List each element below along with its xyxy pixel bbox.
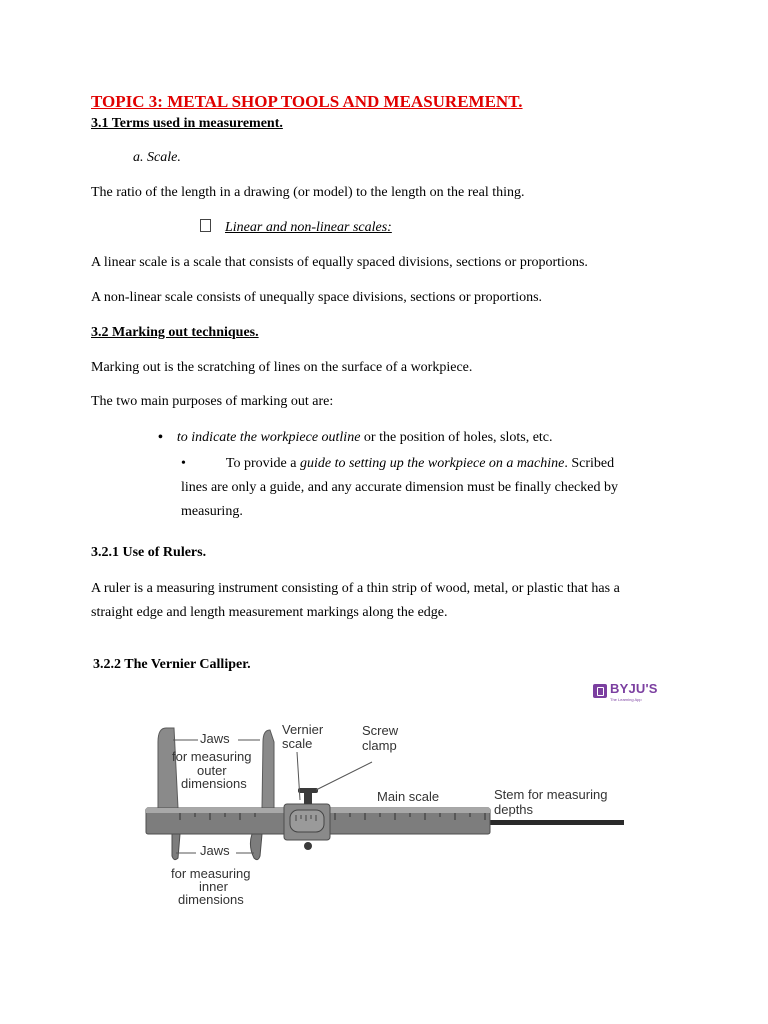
outer-jaw-sliding xyxy=(262,730,274,808)
label-jaws-outer-3: outer xyxy=(197,763,227,778)
bullet-icon: • xyxy=(158,430,163,445)
section-3-2-2-heading: 3.2.2 The Vernier Calliper. xyxy=(93,657,251,672)
purpose-2-italic: guide to setting up the workpiece on a machine xyxy=(299,456,565,471)
purpose-2-line-2: lines are only a guide, and any accurate dimension must be finally checked by xyxy=(181,480,618,495)
label-stem-2: depths xyxy=(494,802,534,817)
scale-definition: The ratio of the length in a drawing (or model) to the length on the real thing. xyxy=(91,185,525,200)
label-jaws-inner-2: for measuring xyxy=(171,866,251,881)
label-jaws-inner-1: Jaws xyxy=(200,843,230,858)
byjus-tagline: The Learning App xyxy=(610,697,642,702)
byjus-brand: BYJU'S xyxy=(610,681,658,696)
label-vernier-2: scale xyxy=(282,736,313,751)
section-3-2-1-heading: 3.2.1 Use of Rulers. xyxy=(91,545,207,560)
depth-stem xyxy=(488,820,624,825)
section-3-2-heading: 3.2 Marking out techniques. xyxy=(91,325,259,340)
ruler-definition-line-1: A ruler is a measuring instrument consisting of a thin strip of wood, metal, or plastic that has a xyxy=(91,581,620,596)
screw-clamp-head xyxy=(298,788,318,793)
label-jaws-outer-2: for measuring xyxy=(172,749,252,764)
linear-scales-heading: Linear and non-linear scales: xyxy=(225,220,392,235)
purpose-2-pre: To provide a xyxy=(225,456,300,471)
label-jaws-inner-4: dimensions xyxy=(178,892,244,907)
label-vernier-1: Vernier xyxy=(282,722,324,737)
label-jaws-outer-4: dimensions xyxy=(181,776,247,791)
label-jaws-outer-1: Jaws xyxy=(200,731,230,746)
linear-scale-definition: A linear scale is a scale that consists of equally spaced divisions, sections or proportions. xyxy=(91,255,588,270)
label-screw-2: clamp xyxy=(362,738,397,753)
ruler-definition-line-2: straight edge and length measurement markings along the edge. xyxy=(91,605,448,620)
inner-jaw-sliding xyxy=(250,834,262,860)
inner-jaw-fixed xyxy=(172,834,180,860)
purpose-1-rest: or the position of holes, slots, etc. xyxy=(360,430,553,445)
label-main-scale: Main scale xyxy=(377,789,440,804)
marking-out-definition: Marking out is the scratching of lines on the surface of a workpiece. xyxy=(91,360,473,375)
vernier-window xyxy=(290,810,324,832)
label-jaws-inner-3: inner xyxy=(199,879,228,894)
nonlinear-scale-definition: A non-linear scale consists of unequally space divisions, sections or proportions. xyxy=(91,290,543,305)
depth-knob xyxy=(304,842,312,850)
label-stem-1: Stem for measuring xyxy=(494,787,608,802)
section-3-1-heading: 3.1 Terms used in measurement. xyxy=(91,116,283,131)
label-screw-1: Screw xyxy=(362,723,399,738)
page-title: TOPIC 3: METAL SHOP TOOLS AND MEASUREMENT. xyxy=(91,92,523,111)
marking-out-purposes-intro: The two main purposes of marking out are: xyxy=(91,394,334,409)
subsection-a-scale: a. Scale. xyxy=(133,150,181,165)
purpose-2-post: . Scribed xyxy=(564,456,615,471)
purpose-2-line-3: measuring. xyxy=(181,504,243,519)
purpose-1-italic: to indicate the workpiece outline xyxy=(176,430,361,445)
bullet-icon: • xyxy=(181,456,186,471)
